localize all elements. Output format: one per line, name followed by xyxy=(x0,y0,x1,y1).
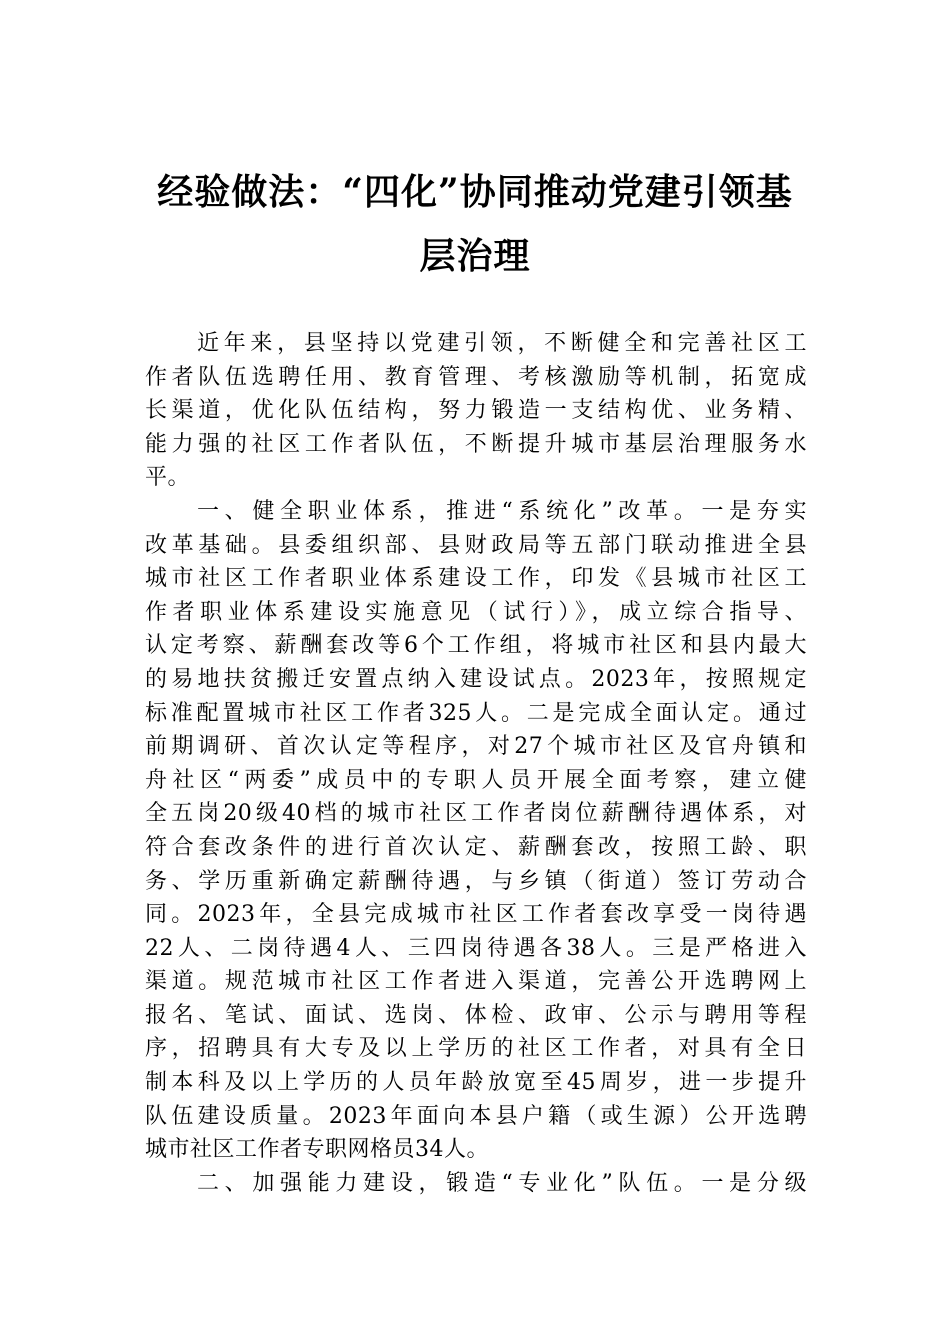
text-line: 长渠道，优化队伍结构，努力锻造一支结构优、业务精、 xyxy=(145,398,807,424)
text-line: 作者队伍选聘任用、教育管理、考核激励等机制，拓宽成 xyxy=(145,364,807,390)
text-line: 全五岗20级40档的城市社区工作者岗位薪酬待遇体系，对 xyxy=(145,801,807,827)
text-line: 改革基础。县委组织部、县财政局等五部门联动推进全县 xyxy=(145,532,807,558)
title-line: 层治理 xyxy=(419,235,531,277)
title-line: 经验做法：“四化”协同推动党建引领基 xyxy=(157,171,793,213)
text-line: 渠道。规范城市社区工作者进入渠道，完善公开选聘网上 xyxy=(145,969,807,995)
text-line: 平。 xyxy=(145,465,191,491)
text-line: 制本科及以上学历的人员年龄放宽至45周岁，进一步提升 xyxy=(145,1070,807,1096)
text-line: 城市社区工作者职业体系建设工作，印发《县城市社区工 xyxy=(145,566,807,592)
text-line: 城市社区工作者专职网格员34人。 xyxy=(145,1137,489,1163)
text-line: 能力强的社区工作者队伍，不断提升城市基层治理服务水 xyxy=(145,431,807,457)
paragraph-section-one xyxy=(145,495,807,1167)
text-line: 作者职业体系建设实施意见（试行）》，成立综合指导、 xyxy=(145,599,807,625)
text-line: 22人、二岗待遇4人、三四岗待遇各38人。三是严格进入 xyxy=(145,935,807,961)
text-line: 一、健全职业体系，推进“系统化”改革。一是夯实 xyxy=(197,498,807,524)
text-line: 前期调研、首次认定等程序，对27个城市社区及官舟镇和 xyxy=(145,734,807,760)
text-line: 的易地扶贫搬迁安置点纳入建设试点。2023年，按照规定 xyxy=(145,666,807,692)
text-line: 报名、笔试、面试、选岗、体检、政审、公示与聘用等程 xyxy=(145,1002,807,1028)
document-body xyxy=(145,327,807,1200)
text-line: 队伍建设质量。2023年面向本县户籍（或生源）公开选聘 xyxy=(145,1103,807,1129)
text-line: 同。2023年，全县完成城市社区工作者套改享受一岗待遇 xyxy=(145,902,807,928)
paragraph-intro xyxy=(145,327,807,495)
paragraph-section-two xyxy=(145,1167,807,1201)
text-line: 务、学历重新确定薪酬待遇，与乡镇（街道）签订劳动合 xyxy=(145,868,807,894)
text-line: 序，招聘具有大专及以上学历的社区工作者，对具有全日 xyxy=(145,1036,807,1062)
text-line: 近年来，县坚持以党建引领，不断健全和完善社区工 xyxy=(197,331,807,356)
text-line: 符合套改条件的进行首次认定、薪酬套改，按照工龄、职 xyxy=(145,834,807,860)
text-line: 二、加强能力建设，锻造“专业化”队伍。一是分级 xyxy=(197,1170,807,1196)
text-line: 认定考察、薪酬套改等6个工作组，将城市社区和县内最大 xyxy=(145,633,807,659)
document-title xyxy=(130,160,820,288)
text-line: 标准配置城市社区工作者325人。二是完成全面认定。通过 xyxy=(145,700,807,726)
text-line: 舟社区“两委”成员中的专职人员开展全面考察，建立健 xyxy=(145,767,807,793)
